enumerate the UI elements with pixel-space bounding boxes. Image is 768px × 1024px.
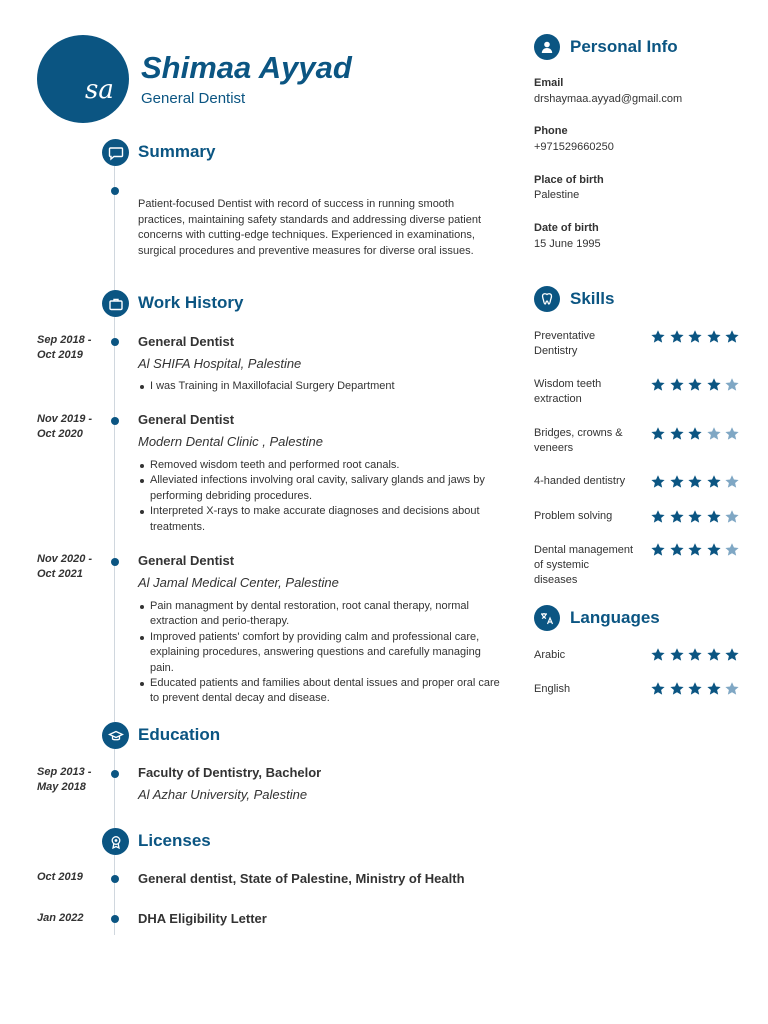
skill-rating	[650, 329, 743, 344]
duty-item: Improved patients' comfort by providing calm and professional care, explaining procedures, answering questions and carefully managing pain.	[138, 630, 503, 676]
star-empty-icon	[706, 426, 722, 441]
duty-item: I was Training in Maxillofacial Surgery Department	[138, 379, 503, 394]
timeline-dot	[111, 915, 119, 923]
star-filled-icon	[669, 377, 685, 392]
email-value: drshaymaa.ayyad@gmail.com	[534, 93, 683, 105]
star-filled-icon	[687, 329, 703, 344]
phone-label: Phone	[534, 125, 568, 137]
job-duties	[138, 379, 503, 394]
work-history-heading: Work History	[138, 293, 244, 312]
star-filled-icon	[687, 509, 703, 524]
language-name: English	[534, 683, 571, 695]
skill-name: Problem solving	[534, 510, 613, 522]
star-filled-icon	[706, 377, 722, 392]
skill-rating	[650, 474, 743, 489]
timeline-dot	[111, 187, 119, 195]
skill-rating	[650, 377, 743, 392]
star-empty-icon	[724, 542, 740, 557]
skill-name: Dental management of systemic diseases	[534, 544, 634, 587]
skill-name: 4-handed dentistry	[534, 475, 626, 487]
star-filled-icon	[706, 542, 722, 557]
licenses-heading: Licenses	[138, 831, 211, 850]
language-rating	[650, 681, 743, 696]
timeline-line	[114, 160, 115, 935]
star-filled-icon	[687, 681, 703, 696]
graduation-cap-icon	[102, 722, 129, 749]
star-filled-icon	[669, 542, 685, 557]
license-name: General dentist, State of Palestine, Ministry of Health	[138, 871, 465, 886]
birthplace-label: Place of birth	[534, 174, 604, 186]
job-date: Nov 2019 - Oct 2020	[37, 413, 93, 440]
summary-heading: Summary	[138, 142, 216, 161]
star-empty-icon	[724, 681, 740, 696]
star-empty-icon	[724, 426, 740, 441]
skill-rating	[650, 509, 743, 524]
birthdate-label: Date of birth	[534, 222, 599, 234]
skill-name: Bridges, crowns & veneers	[534, 427, 623, 455]
timeline-dot	[111, 338, 119, 346]
job-employer: Modern Dental Clinic , Palestine	[138, 434, 323, 449]
briefcase-icon	[102, 290, 129, 317]
star-filled-icon	[650, 474, 666, 489]
summary-text: Patient-focused Dentist with record of success in running smooth practices, maintaining safety standards and addressing diverse patient concerns with cutting-edge techniques. Experienced in examinations, surgical procedures and preventive measures for diverse oral issues.	[138, 198, 482, 257]
chat-icon	[102, 139, 129, 166]
star-filled-icon	[724, 329, 740, 344]
timeline-dot	[111, 558, 119, 566]
timeline-dot	[111, 417, 119, 425]
skills-heading: Skills	[570, 289, 615, 308]
duty-item: Removed wisdom teeth and performed root canals.	[138, 458, 503, 473]
star-filled-icon	[687, 542, 703, 557]
timeline-dot	[111, 875, 119, 883]
star-filled-icon	[687, 377, 703, 392]
star-filled-icon	[706, 647, 722, 662]
email-label: Email	[534, 77, 564, 89]
monogram-avatar	[37, 35, 129, 123]
star-filled-icon	[669, 426, 685, 441]
skill-rating	[650, 542, 743, 557]
star-filled-icon	[687, 647, 703, 662]
birthdate-value: 15 June 1995	[534, 238, 601, 250]
skill-rating	[650, 426, 743, 441]
star-filled-icon	[650, 426, 666, 441]
candidate-title: General Dentist	[141, 90, 246, 107]
star-filled-icon	[724, 647, 740, 662]
star-filled-icon	[650, 377, 666, 392]
duty-item: Educated patients and families about dental issues and proper oral care to prevent dental decay and disease.	[138, 676, 503, 707]
star-filled-icon	[687, 474, 703, 489]
star-filled-icon	[650, 542, 666, 557]
star-filled-icon	[669, 647, 685, 662]
job-duties	[138, 458, 503, 535]
language-name: Arabic	[534, 649, 566, 661]
star-filled-icon	[669, 474, 685, 489]
tooth-icon	[534, 286, 560, 312]
personal-info-heading: Personal Info	[570, 37, 678, 56]
star-filled-icon	[669, 329, 685, 344]
phone-value: +971529660250	[534, 141, 614, 153]
languages-heading: Languages	[570, 608, 660, 627]
job-date: Sep 2018 - Oct 2019	[37, 334, 92, 361]
star-filled-icon	[669, 509, 685, 524]
candidate-name: Shimaa Ayyad	[141, 50, 352, 85]
star-empty-icon	[724, 509, 740, 524]
star-filled-icon	[650, 647, 666, 662]
duty-item: Alleviated infections involving oral cavity, salivary glands and jaws by performing debriding procedures.	[138, 473, 503, 504]
star-filled-icon	[706, 681, 722, 696]
star-filled-icon	[650, 329, 666, 344]
duty-item: Interpreted X-rays to make accurate diagnoses and decisions about treatments.	[138, 504, 503, 535]
license-date: Oct 2019	[37, 871, 83, 883]
star-empty-icon	[724, 377, 740, 392]
education-date: Sep 2013 - May 2018	[37, 766, 92, 793]
star-filled-icon	[687, 426, 703, 441]
user-icon	[534, 34, 560, 60]
badge-icon	[102, 828, 129, 855]
license-date: Jan 2022	[37, 912, 84, 924]
job-duties	[138, 599, 503, 707]
star-filled-icon	[706, 329, 722, 344]
star-filled-icon	[669, 681, 685, 696]
birthplace-value: Palestine	[534, 189, 580, 201]
duty-item: Pain managment by dental restoration, root canal therapy, normal extraction and perio-therapy.	[138, 599, 503, 630]
star-filled-icon	[706, 509, 722, 524]
star-filled-icon	[706, 474, 722, 489]
translate-icon	[534, 605, 560, 631]
job-role: General Dentist	[138, 334, 235, 349]
job-date: Nov 2020 - Oct 2021	[37, 553, 93, 580]
language-rating	[650, 647, 743, 662]
skill-name: Preventative Dentistry	[534, 330, 596, 358]
education-degree: Faculty of Dentistry, Bachelor	[138, 765, 322, 780]
star-filled-icon	[650, 509, 666, 524]
skill-name: Wisdom teeth extraction	[534, 378, 602, 406]
monogram-initials: sa	[85, 75, 114, 105]
job-role: General Dentist	[138, 412, 235, 427]
education-heading: Education	[138, 725, 221, 744]
job-role: General Dentist	[138, 553, 235, 568]
education-school: Al Azhar University, Palestine	[138, 787, 308, 802]
star-empty-icon	[724, 474, 740, 489]
license-name: DHA Eligibility Letter	[138, 911, 267, 926]
job-employer: Al SHIFA Hospital, Palestine	[138, 356, 302, 371]
timeline-dot	[111, 770, 119, 778]
star-filled-icon	[650, 681, 666, 696]
job-employer: Al Jamal Medical Center, Palestine	[138, 575, 339, 590]
